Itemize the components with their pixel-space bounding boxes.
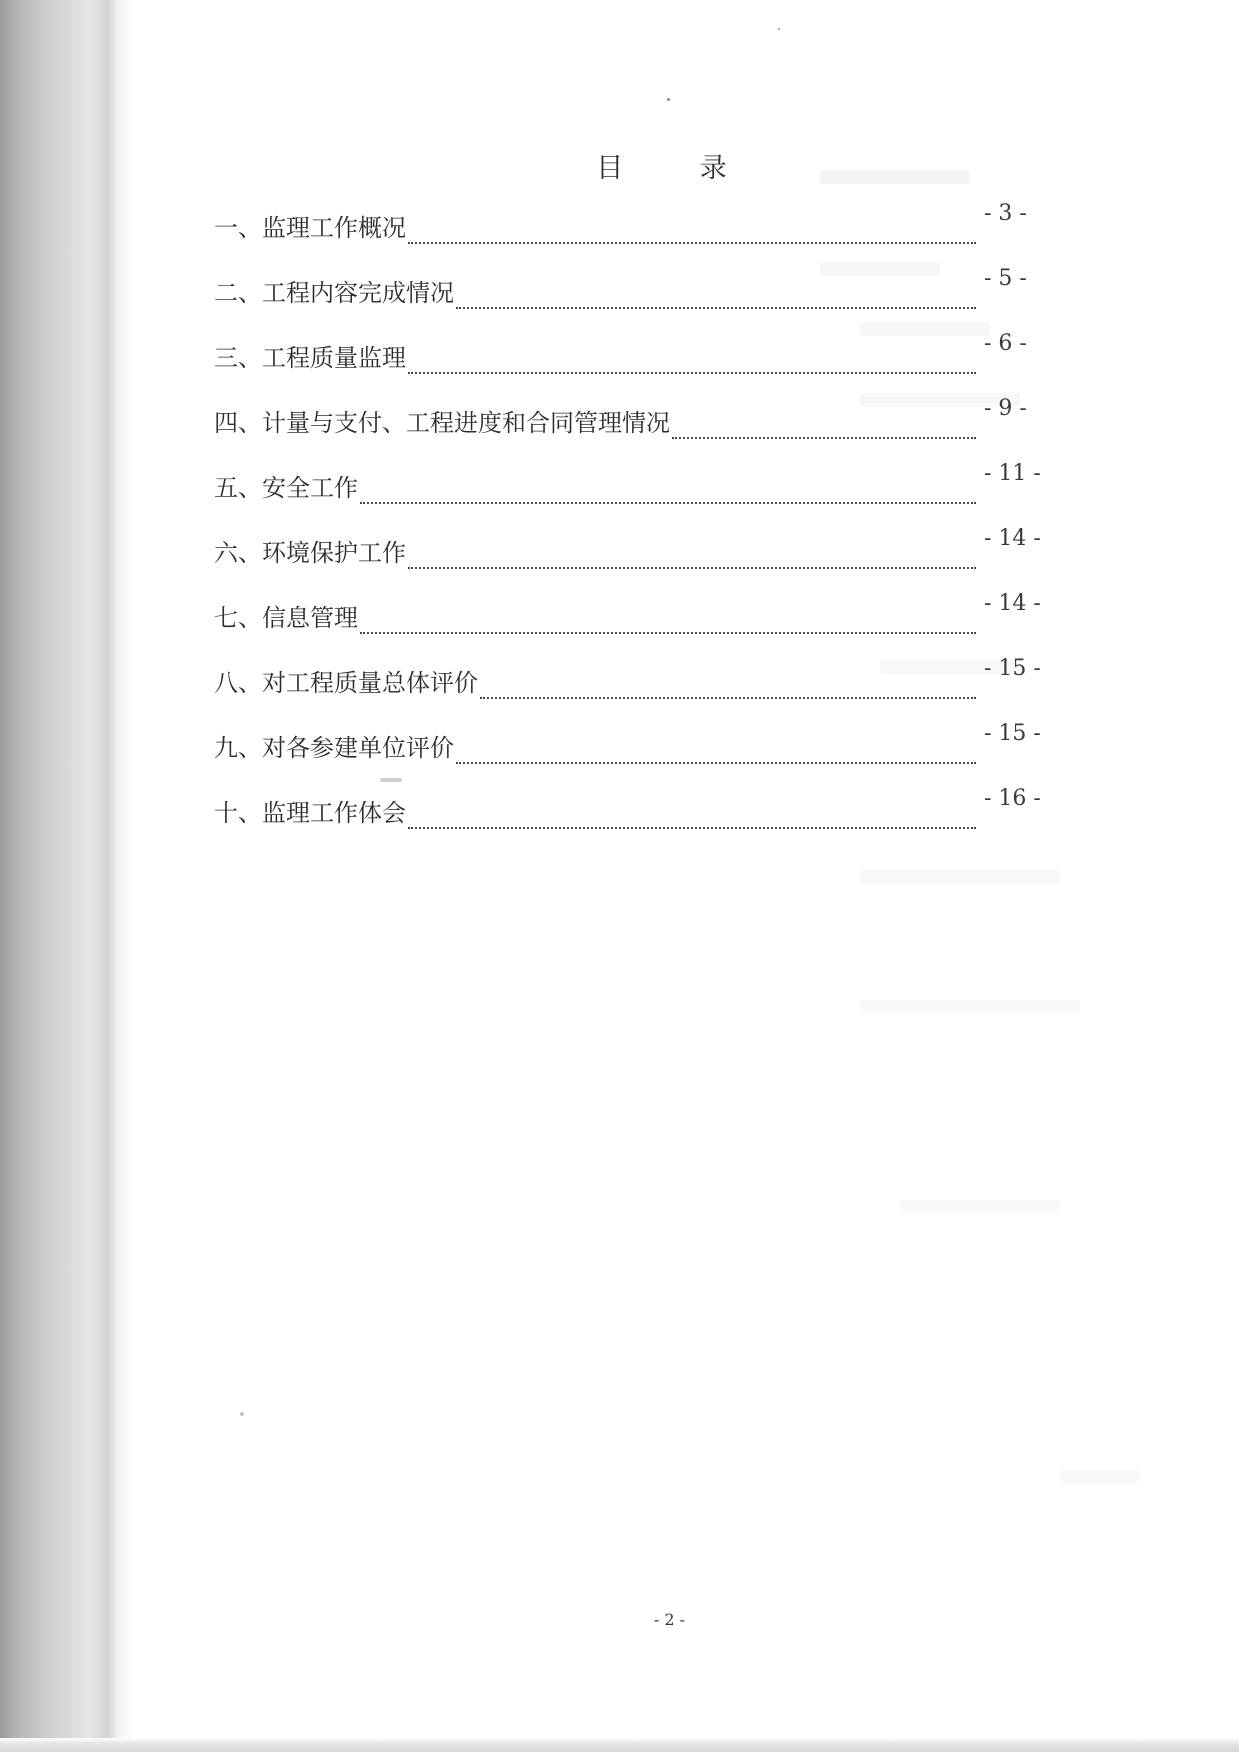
scan-speck (778, 28, 780, 30)
page-bottom-edge (0, 1738, 1239, 1752)
page-title: 目 录 (596, 153, 761, 184)
toc-entry[interactable] (214, 196, 1074, 261)
scan-speck (380, 778, 402, 782)
toc-entry-label: 七、信息管理 (214, 604, 358, 632)
toc-entry-label: 四、计量与支付、工程进度和合同管理情况 (214, 409, 670, 437)
scan-speck (667, 98, 670, 101)
binding-shadow (0, 0, 135, 1752)
toc-entry[interactable] (214, 521, 1074, 586)
toc-leader-dots (360, 452, 976, 504)
bleed-through-mark (860, 1000, 1080, 1014)
toc-entry[interactable] (214, 781, 1074, 846)
toc-entry-page: - 6 - (984, 331, 1027, 356)
toc-entry-page: - 14 - (984, 591, 1041, 616)
toc-entry-label: 十、监理工作体会 (214, 799, 406, 827)
scan-speck (240, 1412, 244, 1416)
toc-leader-dots (408, 777, 976, 829)
toc-leader-dots (360, 582, 976, 634)
bleed-through-mark (900, 1200, 1060, 1214)
toc-entry-label: 八、对工程质量总体评价 (214, 669, 478, 697)
toc-entry-page: - 16 - (984, 786, 1041, 811)
toc-entry[interactable] (214, 261, 1074, 326)
toc-entry[interactable] (214, 456, 1074, 521)
toc-entry-label: 五、安全工作 (214, 474, 358, 502)
toc-leader-dots (672, 387, 976, 439)
toc-entry-page: - 9 - (984, 396, 1027, 421)
toc-entry-label: 六、环境保护工作 (214, 539, 406, 567)
toc-leader-dots (408, 322, 976, 374)
bleed-through-mark (860, 870, 1060, 884)
toc-entry-label: 三、工程质量监理 (214, 344, 406, 372)
bleed-through-mark (1060, 1470, 1140, 1484)
toc-leader-dots (456, 257, 976, 309)
toc-leader-dots (408, 192, 976, 244)
toc-leader-dots (456, 712, 976, 764)
table-of-contents (214, 196, 1074, 846)
toc-leader-dots (480, 647, 976, 699)
page-number: - 2 - (653, 1610, 686, 1629)
toc-entry[interactable] (214, 716, 1074, 781)
toc-entry-page: - 3 - (984, 201, 1027, 226)
toc-entry-page: - 5 - (984, 266, 1027, 291)
toc-entry[interactable] (214, 651, 1074, 716)
toc-entry-page: - 11 - (984, 461, 1041, 486)
toc-entry-label: 一、监理工作概况 (214, 214, 406, 242)
toc-entry-label: 二、工程内容完成情况 (214, 279, 454, 307)
toc-leader-dots (408, 517, 976, 569)
toc-entry[interactable] (214, 391, 1074, 456)
toc-entry[interactable] (214, 326, 1074, 391)
toc-entry-label: 九、对各参建单位评价 (214, 734, 454, 762)
toc-entry-page: - 15 - (984, 721, 1041, 746)
toc-entry-page: - 15 - (984, 656, 1041, 681)
toc-entry[interactable] (214, 586, 1074, 651)
toc-entry-page: - 14 - (984, 526, 1041, 551)
